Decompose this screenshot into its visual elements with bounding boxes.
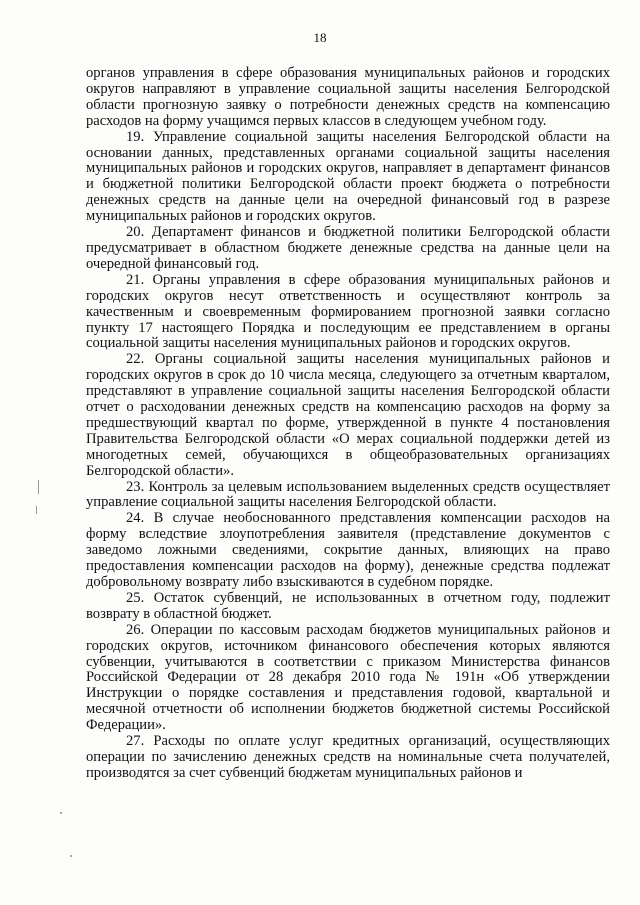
paragraph-item-26: 26. Операции по кассовым расходам бюджетов муниципальных районов и городских округов, источником финансового обеспечения которых являются субвенции, учитываются в соответствии с приказом Министерства финансов Российской Федерации от 28 декабря 2010 года № 191н «Об утверждении Инструкции о порядке составления и представления годовой, квартальной и месячной отчетности об исполнении бюджетов бюджетной системы Российской Федерации». — [86, 621, 610, 734]
paragraph-item-19: 19. Управление социальной защиты населения Белгородской области на основании данных, представленных органами социальной защиты населения муниципальных районов и городских округов, направляет в департамент финансов и бюджетной политики Белгородской области проект бюджета о потребности денежных средств на данные цели на очередной финансовый год в разрезе муниципальных районов и городских округов. — [86, 128, 610, 225]
paragraph-item-23: 23. Контроль за целевым использованием выделенных средств осуществляет управление социальной защиты населения Белгородской области. — [86, 478, 610, 511]
paragraph-item-21: 21. Органы управления в сфере образования муниципальных районов и городских округов несут ответственность и осуществляют контроль за качественным и своевременным формированием прогнозной заявки согласно пункту 17 настоящего Порядка и последующим ее представлением в органы социальной защиты населения муниципальных районов и городских округов. — [86, 271, 610, 352]
paragraph-item-27: 27. Расходы по оплате услуг кредитных организаций, осуществляющих операции по зачислению денежных средств на номинальные счета получателей, производятся за счет субвенций бюджетам муниципальных районов и — [86, 733, 610, 781]
scan-mark — [38, 480, 39, 494]
scan-dot — [60, 812, 62, 814]
paragraph-item-24: 24. В случае необоснованного представления компенсации расходов на форму вследствие злоупотребления заявителя (представление документов с заведомо ложными сведениями, сокрытие данных, влияющих на право предоставления компенсации расходов на форму), денежные средства подлежат добровольному возврату либо взыскиваются в судебном порядке. — [86, 510, 610, 590]
document-body — [86, 66, 610, 782]
paragraph-item-20: 20. Департамент финансов и бюджетной политики Белгородской области предусматривает в областном бюджете денежные средства на данные цели на очередной финансовый год. — [86, 224, 610, 272]
scan-mark — [36, 506, 37, 514]
scan-dot — [70, 855, 72, 857]
page-number: 18 — [313, 30, 327, 45]
paragraph-item-25: 25. Остаток субвенций, не использованных в отчетном году, подлежит возврату в областной бюджет. — [86, 589, 610, 622]
paragraph-continuation: органов управления в сфере образования муниципальных районов и городских округов направляют в управление социальной защиты населения Белгородской области прогнозную заявку о потребности денежных средств на компенсацию расходов на форму учащимся первых классов в следующем учебном году. — [86, 65, 610, 129]
paragraph-item-22: 22. Органы социальной защиты населения муниципальных районов и городских округов в срок до 10 числа месяца, следующего за отчетным кварталом, представляют в управление социальной защиты населения Белгородской области отчет о расходовании денежных средств на компенсацию расходов на форму за предшествующий квартал по форме, утвержденной в пункте 4 постановления Правительства Белгородской области «О мерах социальной поддержки детей из многодетных семей, обучающихся в общеобразовательных организациях Белгородской области». — [86, 351, 610, 479]
